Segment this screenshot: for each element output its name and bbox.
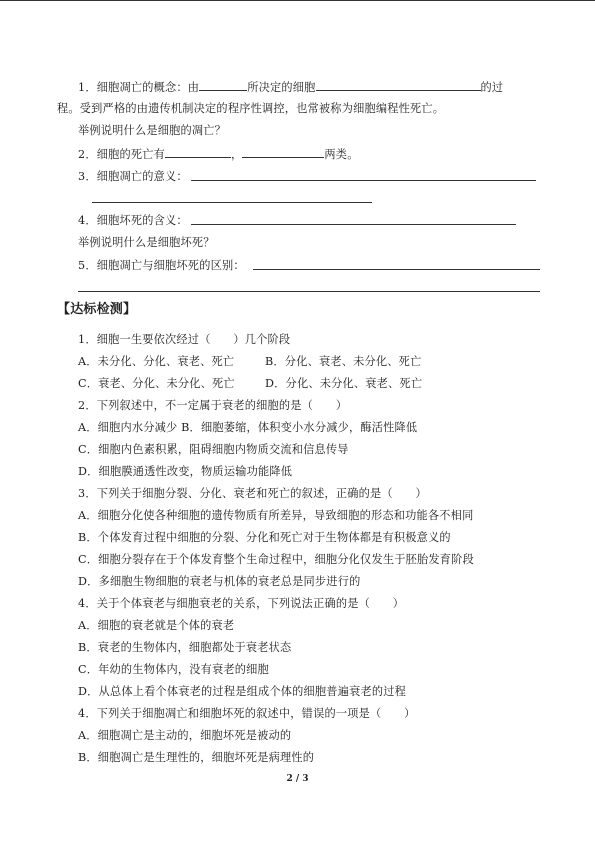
q3-blank-line-2[interactable] bbox=[92, 202, 372, 203]
option-d[interactable]: D．分化、未分化、衰老、死亡 bbox=[265, 377, 423, 390]
option-d[interactable]: D．从总体上看个体衰老的过程是组成个体的细胞普遍衰老的过程 bbox=[78, 685, 407, 698]
page-number: 2 / 3 bbox=[286, 774, 309, 784]
q2-blank-2[interactable] bbox=[242, 146, 324, 158]
option-a[interactable]: A．细胞凋亡是主动的，细胞坏死是被动的 bbox=[78, 729, 292, 742]
option-a[interactable]: A．细胞分化使各种细胞的遗传物质有所差异，导致细胞的形态和功能各不相同 bbox=[78, 509, 474, 522]
option-a-b[interactable]: A．细胞内水分减少 B．细胞萎缩，体积变小水分减少，酶活性降低 bbox=[78, 421, 418, 434]
option-a[interactable]: A．未分化、分化、衰老、死亡 bbox=[78, 355, 235, 368]
option-b[interactable]: B．个体发育过程中细胞的分裂、分化和死亡对于生物体都是有积极意义的 bbox=[78, 531, 451, 544]
option-d[interactable]: D．多细胞生物细胞的衰老与机体的衰老总是同步进行的 bbox=[78, 575, 361, 588]
q1-line bbox=[78, 79, 503, 96]
q4-label: 4．细胞坏死的含义： bbox=[78, 214, 188, 227]
q3-label: 3．细胞凋亡的意义： bbox=[78, 170, 188, 183]
option-d[interactable]: D．细胞膜通透性改变，物质运输功能降低 bbox=[78, 465, 293, 478]
q2-blank-1[interactable] bbox=[165, 146, 231, 158]
q2-line bbox=[78, 146, 359, 163]
q1-blank-2[interactable] bbox=[316, 79, 481, 91]
q1-middle: 所决定的细胞 bbox=[247, 81, 316, 94]
option-b[interactable]: B．细胞凋亡是生理性的，细胞坏死是病理性的 bbox=[78, 751, 315, 764]
q1-prefix: 1．细胞凋亡的概念：由 bbox=[78, 81, 200, 94]
q5-label: 5．细胞凋亡与细胞坏死的区别： bbox=[78, 259, 245, 272]
q4-example-prompt: 举例说明什么是细胞坏死？ bbox=[78, 236, 215, 249]
q2-comma: ， bbox=[231, 148, 243, 161]
question-stem: 2．下列叙述中，不一定属于衰老的细胞的是（ ） bbox=[78, 399, 348, 412]
section-title: 【达标检测】 bbox=[57, 302, 137, 317]
q4-blank-line[interactable] bbox=[191, 224, 516, 225]
q1-suffix: 的过 bbox=[480, 81, 504, 94]
question-stem: 1．细胞一生要依次经过（ ）几个阶段 bbox=[78, 333, 291, 346]
q2-suffix: 两类。 bbox=[324, 148, 359, 161]
q5-blank-line-1[interactable] bbox=[253, 269, 540, 270]
q2-prefix: 2．细胞的死亡有 bbox=[78, 148, 166, 161]
option-c[interactable]: C．细胞内色素积累，阻碍细胞内物质交流和信息传导 bbox=[78, 443, 349, 456]
page-top-border bbox=[0, 0, 595, 1]
q5-blank-line-2[interactable] bbox=[78, 291, 540, 292]
option-a[interactable]: A．细胞的衰老就是个体的衰老 bbox=[78, 619, 235, 632]
q1-blank-1[interactable] bbox=[199, 79, 247, 91]
question-stem: 4．关于个体衰老与细胞衰老的关系，下列说法正确的是（ ） bbox=[78, 597, 405, 610]
q1-example-prompt: 举例说明什么是细胞的凋亡？ bbox=[78, 124, 227, 137]
option-c[interactable]: C．衰老、分化、未分化、死亡 bbox=[78, 377, 235, 390]
q1-continuation: 程。受到严格的由遗传机制决定的程序性调控，也常被称为细胞编程性死亡。 bbox=[57, 102, 445, 115]
option-c[interactable]: C．细胞分裂存在于个体发育整个生命过程中，细胞分化仅发生于胚胎发育阶段 bbox=[78, 553, 474, 566]
question-stem: 3．下列关于细胞分裂、分化、衰老和死亡的叙述，正确的是（ ） bbox=[78, 487, 427, 500]
q3-blank-line-1[interactable] bbox=[191, 180, 536, 181]
question-stem: 4．下列关于细胞凋亡和细胞坏死的叙述中，错误的一项是（ ） bbox=[78, 707, 416, 720]
option-c[interactable]: C．年幼的生物体内，没有衰老的细胞 bbox=[78, 663, 269, 676]
option-b[interactable]: B．分化、衰老、未分化、死亡 bbox=[265, 355, 422, 368]
option-b[interactable]: B．衰老的生物体内，细胞都处于衰老状态 bbox=[78, 641, 292, 654]
